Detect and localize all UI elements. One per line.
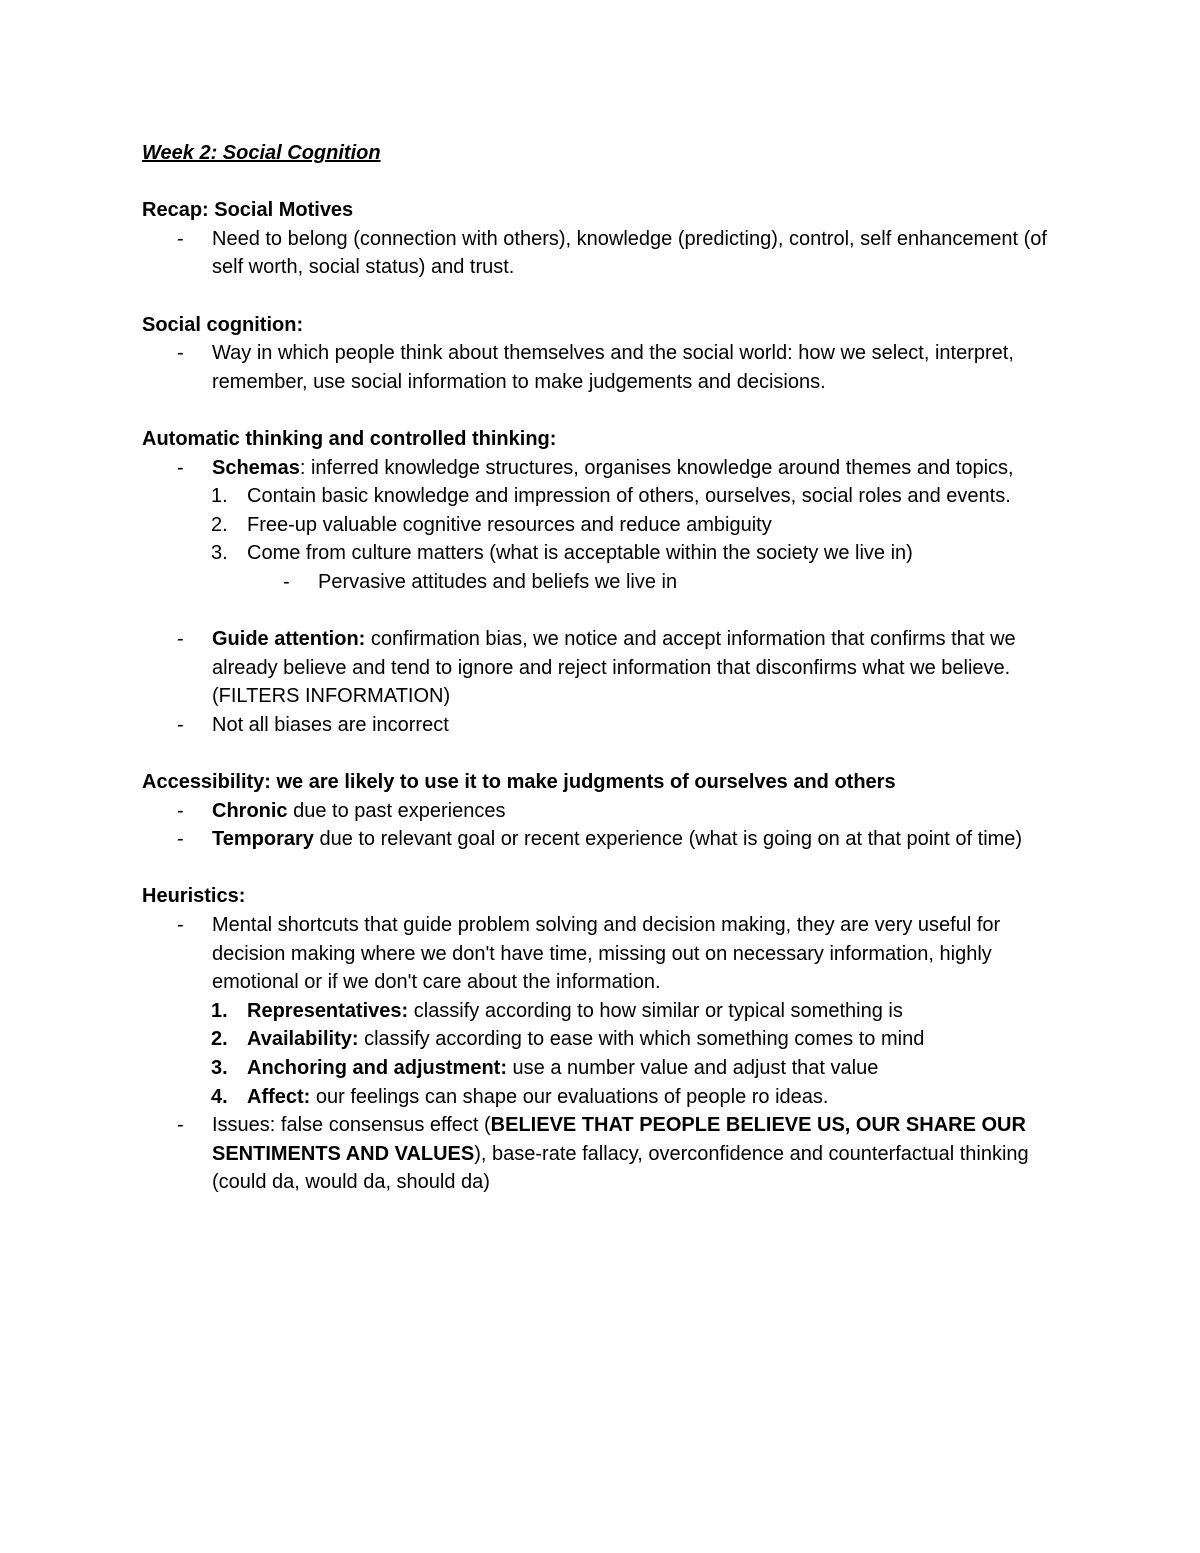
heuristics-list bbox=[142, 911, 1052, 997]
term-temporary: Temporary bbox=[212, 828, 314, 851]
list-item: - Not all biases are incorrect bbox=[142, 711, 1052, 740]
term-chronic: Chronic bbox=[212, 799, 288, 822]
numbered-item: 3. Come from culture matters (what is acceptable within the society we live in) bbox=[211, 542, 913, 565]
accessibility-list bbox=[142, 797, 1052, 854]
heuristics-issues-list bbox=[142, 1111, 1052, 1197]
section-heading-accessibility: Accessibility: we are likely to use it to make judgments of ourselves and others bbox=[142, 771, 896, 794]
list-item-issues: - Issues: false consensus effect (BELIEVE THAT PEOPLE BELIEVE US, OUR SHARE OUR SENTIMENTS AND VALUES), base-rate fallacy, overconfidence and counterfactual thinking (could da, would da, should da) bbox=[142, 1111, 1052, 1197]
page-title: Week 2: Social Cognition bbox=[142, 142, 381, 164]
recap-list bbox=[142, 225, 1052, 282]
numbered-item: 2. Availability: classify according to ease with which something comes to mind bbox=[211, 1028, 925, 1051]
automatic-list-2 bbox=[142, 625, 1052, 739]
section-accessibility bbox=[142, 768, 1052, 854]
numbered-item: 4. Affect: our feelings can shape our evaluations of people ro ideas. bbox=[211, 1085, 829, 1108]
list-item-guide-attention: - Guide attention: confirmation bias, we notice and accept information that confirms that we already believe and tend to ignore and reject information that disconfirms what we believe. (FILTERS INFORMATION) bbox=[142, 625, 1052, 711]
section-heading-automatic-thinking: Automatic thinking and controlled thinking: bbox=[142, 427, 557, 450]
list-item-chronic: - Chronic due to past experiences bbox=[142, 797, 1052, 826]
numbered-item: 1. Representatives: classify according to how similar or typical something is bbox=[211, 999, 903, 1022]
numbered-item: 1. Contain basic knowledge and impression of others, ourselves, social roles and events. bbox=[211, 485, 1011, 508]
section-social-cognition bbox=[142, 311, 1052, 397]
section-heading-recap: Recap: Social Motives bbox=[142, 199, 354, 222]
automatic-list bbox=[142, 454, 1052, 483]
heuristics-numbered-list bbox=[142, 997, 1052, 1111]
list-item: - Need to belong (connection with others), knowledge (predicting), control, self enhancement (of self worth, social status) and trust. bbox=[142, 225, 1052, 282]
numbered-item: 3. Anchoring and adjustment: use a number value and adjust that value bbox=[211, 1057, 879, 1079]
term-schemas: Schemas bbox=[212, 456, 300, 479]
list-item: - Pervasive attitudes and beliefs we live in bbox=[248, 568, 1052, 597]
section-automatic-thinking bbox=[142, 425, 1052, 740]
list-item-temporary: - Temporary due to relevant goal or recent experience (what is going on at that point of time) bbox=[142, 825, 1052, 854]
section-heading-social-cognition: Social cognition: bbox=[142, 313, 304, 336]
section-recap bbox=[142, 196, 1052, 282]
list-item-schemas: - Schemas: inferred knowledge structures, organises knowledge around themes and topics, bbox=[142, 454, 1052, 483]
term-guide-attention: Guide attention: bbox=[212, 628, 366, 651]
numbered-item: 2. Free-up valuable cognitive resources and reduce ambiguity bbox=[211, 513, 772, 536]
list-item: - Mental shortcuts that guide problem solving and decision making, they are very useful for decision making where we don't have time, missing out on necessary information, highly emotional or if we don't care about the information. bbox=[142, 911, 1052, 997]
list-item: - Way in which people think about themselves and the social world: how we select, interpret, remember, use social information to make judgements and decisions. bbox=[142, 339, 1052, 396]
section-heuristics bbox=[142, 882, 1052, 1197]
document-page bbox=[142, 139, 1052, 1197]
schemas-numbered-list bbox=[142, 482, 1052, 568]
schemas-sub-list bbox=[142, 568, 1052, 597]
section-heading-heuristics: Heuristics: bbox=[142, 885, 246, 908]
social-cognition-list bbox=[142, 339, 1052, 396]
